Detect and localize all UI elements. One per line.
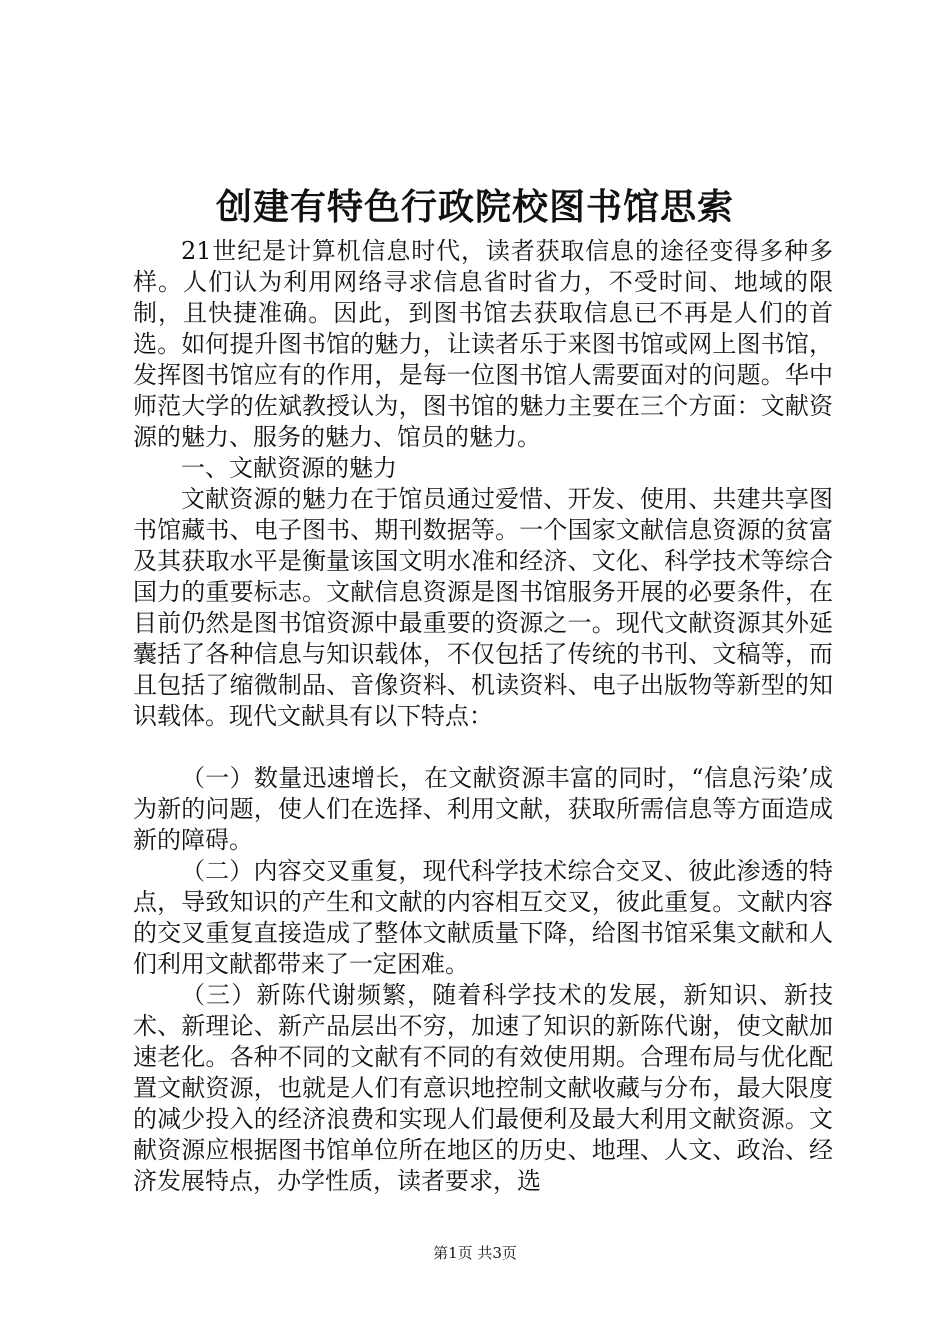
paragraph-point-2: （二）内容交叉重复，现代科学技术综合交叉、彼此渗透的特点，导致知识的产生和文献的内容相互交叉，彼此重复。文献内容的交叉重复直接造成了整体文献质量下降，给图书馆采集文献和人们利用文献都带来了一定困难。 [133,857,833,978]
section-heading: 一、文献资源的魅力 [181,454,397,482]
paragraph-point-3: （三）新陈代谢频繁，随着科学技术的发展，新知识、新技术、新理论、新产品层出不穷，加速了知识的新陈代谢，使文献加速老化。各种不同的文献有不同的有效使用期。合理布局与优化配置文献资源，也就是人们有意识地控制文献收藏与分布，最大限度的减少投入的经济浪费和实现人们最便利及最大利用文献资源。文献资源应根据图书馆单位所在地区的历史、地理、人文、政治、经济发展特点，办学性质，读者要求，选 [133,981,833,1195]
page-footer: 第1页 共3页 [433,1244,517,1262]
blank-line [133,732,833,763]
paragraph-intro: 21世纪是计算机信息时代，读者获取信息的途径变得多种多样。人们认为利用网络寻求信息省时省力，不受时间、地域的限制，且快捷准确。因此，到图书馆去获取信息已不再是人们的首选。如何提升图书馆的魅力，让读者乐于来图书馆或网上图书馆，发挥图书馆应有的作用，是每一位图书馆人需要面对的问题。华中师范大学的佐斌教授认为，图书馆的魅力主要在三个方面：文献资源的魅力、服务的魅力、馆员的魅力。 [133,237,833,451]
paragraph-literature-resources: 文献资源的魅力在于馆员通过爱惜、开发、使用、共建共享图书馆藏书、电子图书、期刊数据等。一个国家文献信息资源的贫富及其获取水平是衡量该国文明水准和经济、文化、科学技术等综合国力的重要标志。文献信息资源是图书馆服务开展的必要条件，在目前仍然是图书馆资源中最重要的资源之一。现代文献资源其外延囊括了各种信息与知识载体，不仅包括了传统的书刊、文稿等，而且包括了缩微制品、音像资料、机读资料、电子出版物等新型的知识载体。现代文献具有以下特点： [133,485,833,730]
document-title: 创建有特色行政院校图书馆思索 [215,186,734,228]
document-body [133,236,833,1197]
paragraph-point-1: （一）数量迅速增长，在文献资源丰富的同时，“信息污染’成为新的问题，使人们在选择、利用文献，获取所需信息等方面造成新的障碍。 [133,764,833,854]
